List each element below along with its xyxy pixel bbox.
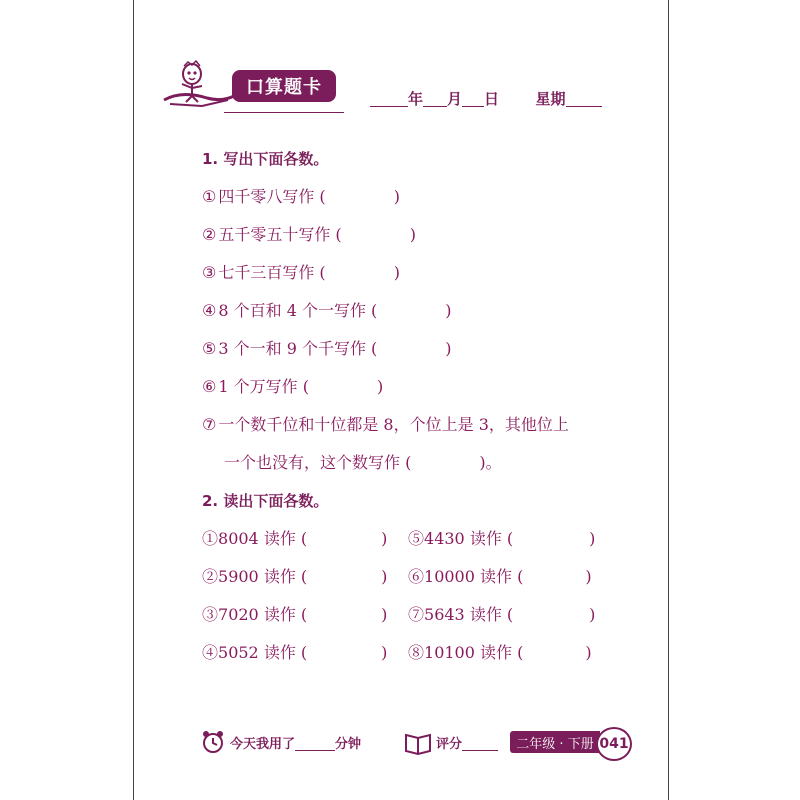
question-text: 1 个万写作 ( xyxy=(218,377,309,396)
question-text: 7020 读作 ( xyxy=(218,605,308,624)
month-label: 月 xyxy=(447,90,463,108)
paren-close: ) xyxy=(381,567,388,586)
time-prefix: 今天我用了 xyxy=(230,737,296,752)
read-item-right xyxy=(408,634,592,672)
date-field xyxy=(370,88,602,109)
paren-close: ) xyxy=(381,643,388,662)
paren-close: ) xyxy=(409,225,416,244)
question-text: 一个数千位和十位都是 8，个位上是 3，其他位上 xyxy=(218,415,569,434)
read-item-left xyxy=(202,634,387,672)
worksheet-page xyxy=(133,0,669,800)
question-1-7-continued xyxy=(202,444,662,482)
paren-close: ) xyxy=(445,301,452,320)
question-text: 3 个一和 9 个千写作 ( xyxy=(218,339,378,358)
year-label: 年 xyxy=(408,90,424,108)
section-2-title: 2. 读出下面各数。 xyxy=(202,492,329,510)
question-number: ② xyxy=(202,567,219,586)
question-1-2 xyxy=(202,216,662,254)
question-number: ③ xyxy=(202,263,217,282)
footer xyxy=(134,725,668,765)
weekday-blank[interactable] xyxy=(566,92,602,107)
question-text: 8 个百和 4 个一写作 ( xyxy=(218,301,378,320)
question-text: 5052 读作 ( xyxy=(218,643,308,662)
question-text: 五千零五十写作 ( xyxy=(218,225,342,244)
question-text: 10100 读作 ( xyxy=(424,643,524,662)
worksheet-content xyxy=(202,140,662,672)
question-number: ⑧ xyxy=(408,643,425,662)
question-text: 10000 读作 ( xyxy=(424,567,524,586)
question-number: ③ xyxy=(202,605,219,624)
question-number: ④ xyxy=(202,643,219,662)
read-row-2 xyxy=(202,558,662,596)
question-1-1 xyxy=(202,178,662,216)
paren-close: ) xyxy=(393,187,400,206)
read-row-4 xyxy=(202,634,662,672)
mascot-illustration xyxy=(162,60,237,115)
read-row-1 xyxy=(202,520,662,558)
question-text: 一个也没有，这个数写作 ( xyxy=(224,453,412,472)
question-1-6 xyxy=(202,368,662,406)
grade-label: 二年级 · 下册 xyxy=(510,731,600,753)
page-number: 041 xyxy=(596,727,632,761)
read-item-right xyxy=(408,520,595,558)
question-number: ⑦ xyxy=(408,605,425,624)
title-underline xyxy=(224,112,344,113)
question-text: 8004 读作 ( xyxy=(218,529,308,548)
alarm-clock-icon xyxy=(200,729,226,755)
paren-close: ) xyxy=(381,529,388,548)
read-item-right xyxy=(408,558,592,596)
read-item-left xyxy=(202,520,387,558)
read-item-left xyxy=(202,558,387,596)
score-label: 评分 xyxy=(436,737,463,752)
read-item-left xyxy=(202,596,387,634)
score-blank[interactable] xyxy=(462,736,498,751)
month-blank[interactable] xyxy=(423,92,447,107)
year-blank[interactable] xyxy=(370,92,408,107)
read-row-3 xyxy=(202,596,662,634)
time-suffix: 分钟 xyxy=(335,737,362,752)
question-1-7 xyxy=(202,406,662,444)
minutes-blank[interactable] xyxy=(295,736,335,751)
question-number: ① xyxy=(202,187,217,206)
paren-close: ) xyxy=(376,377,384,396)
score-field xyxy=(436,733,498,752)
header xyxy=(134,0,668,130)
paren-close: ) xyxy=(585,643,592,662)
paren-close: ) xyxy=(589,529,596,548)
question-text: 七千三百写作 ( xyxy=(218,263,326,282)
question-text: 4430 读作 ( xyxy=(424,529,514,548)
question-number: ⑦ xyxy=(202,415,217,434)
paren-close: ) xyxy=(589,605,596,624)
day-label: 日 xyxy=(484,90,500,108)
paren-close: ) xyxy=(393,263,400,282)
paren-close: ) xyxy=(585,567,592,586)
question-number: ① xyxy=(202,529,219,548)
question-text: 5900 读作 ( xyxy=(218,567,308,586)
read-item-right xyxy=(408,596,595,634)
question-text: 四千零八写作 ( xyxy=(218,187,326,206)
paren-close: )。 xyxy=(479,453,502,472)
question-1-4 xyxy=(202,292,662,330)
paren-close: ) xyxy=(381,605,388,624)
question-number: ② xyxy=(202,225,217,244)
question-1-5 xyxy=(202,330,662,368)
weekday-label: 星期 xyxy=(535,90,566,108)
question-text: 5643 读作 ( xyxy=(424,605,514,624)
question-number: ⑤ xyxy=(202,339,217,358)
question-number: ⑥ xyxy=(202,377,217,396)
question-1-3 xyxy=(202,254,662,292)
section-1-title: 1. 写出下面各数。 xyxy=(202,150,329,168)
question-number: ⑥ xyxy=(408,567,425,586)
paren-close: ) xyxy=(445,339,452,358)
book-icon xyxy=(404,731,432,755)
day-blank[interactable] xyxy=(462,92,484,107)
question-number: ⑤ xyxy=(408,529,425,548)
time-used-field xyxy=(230,733,361,752)
question-number: ④ xyxy=(202,301,217,320)
card-title: 口算题卡 xyxy=(232,70,336,102)
